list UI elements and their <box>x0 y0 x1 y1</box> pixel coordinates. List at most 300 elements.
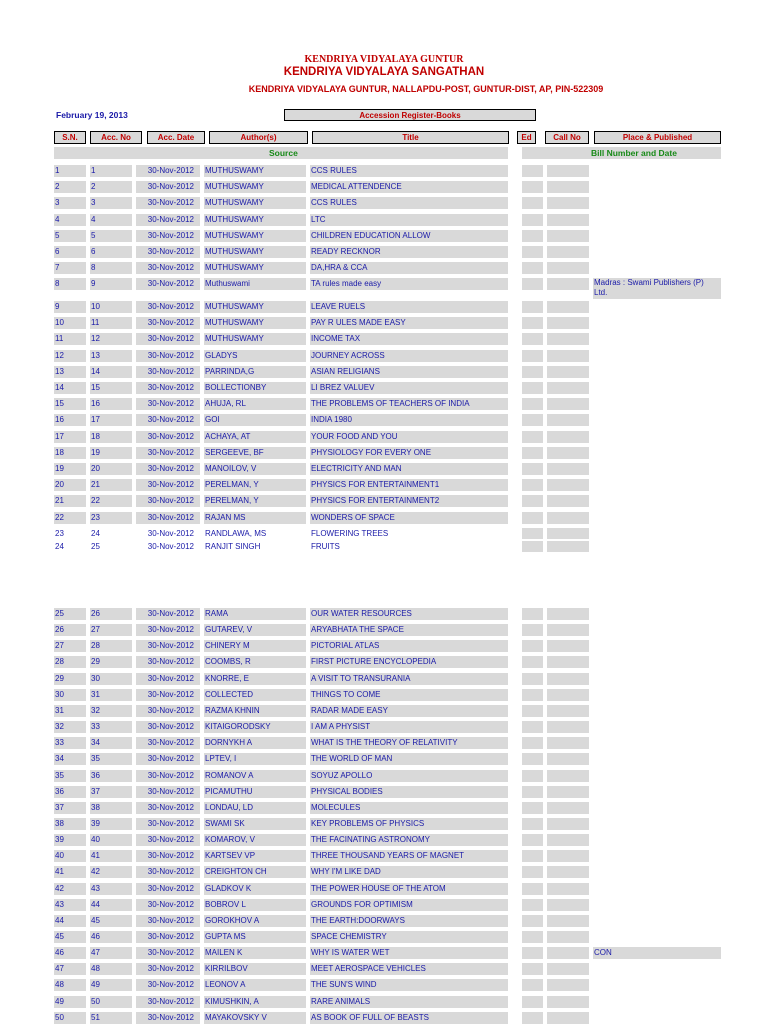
call-no-cell <box>547 753 589 765</box>
place-published-cell <box>593 689 721 701</box>
sn-cell: 40 <box>54 850 86 862</box>
acc-date-cell: 30-Nov-2012 <box>147 529 194 538</box>
sn-cell: 47 <box>54 963 86 975</box>
sn-cell: 21 <box>54 495 86 507</box>
call-no-cell <box>547 608 589 620</box>
author-cell: MAILEN K <box>204 947 306 959</box>
acc-date-cell: 30-Nov-2012 <box>136 495 200 507</box>
sn-cell: 41 <box>54 866 86 878</box>
call-no-cell <box>547 721 589 733</box>
author-cell: GLADYS <box>204 350 306 362</box>
ed-cell <box>522 979 543 991</box>
place-published-cell <box>593 262 721 274</box>
place-published-cell <box>593 963 721 975</box>
call-no-cell <box>547 301 589 313</box>
ed-cell <box>522 624 543 636</box>
sn-cell: 46 <box>54 947 86 959</box>
acc-date-cell: 30-Nov-2012 <box>136 278 200 290</box>
ed-cell <box>522 382 543 394</box>
title-cell: WHY IS WATER WET <box>310 947 508 959</box>
call-no-cell <box>547 528 589 539</box>
author-cell: MAYAKOVSKY V <box>204 1012 306 1024</box>
acc-no-cell: 28 <box>90 640 132 652</box>
place-published-cell <box>593 915 721 927</box>
place-published-cell <box>593 512 721 524</box>
author-cell: MUTHUSWAMY <box>204 301 306 313</box>
title-cell: INCOME TAX <box>310 333 508 345</box>
title-cell: OUR WATER RESOURCES <box>310 608 508 620</box>
sn-cell: 14 <box>54 382 86 394</box>
place-published-cell <box>593 382 721 394</box>
call-no-cell <box>547 333 589 345</box>
place-line: Madras : Swami Publishers (P) <box>594 278 704 287</box>
title-cell: LTC <box>310 214 508 226</box>
sn-cell: 24 <box>55 542 64 551</box>
call-no-cell <box>547 656 589 668</box>
ed-cell <box>522 246 543 258</box>
place-published-cell <box>593 802 721 814</box>
sn-cell: 9 <box>54 301 86 313</box>
title-cell: PAY R ULES MADE EASY <box>310 317 508 329</box>
acc-date-cell: 30-Nov-2012 <box>136 317 200 329</box>
call-no-cell <box>547 382 589 394</box>
acc-no-cell: 17 <box>90 414 132 426</box>
sn-cell: 43 <box>54 899 86 911</box>
sn-cell: 30 <box>54 689 86 701</box>
call-no-cell <box>547 705 589 717</box>
author-cell: MUTHUSWAMY <box>204 197 306 209</box>
title-cell: THREE THOUSAND YEARS OF MAGNET <box>310 850 508 862</box>
acc-date-cell: 30-Nov-2012 <box>136 414 200 426</box>
title-cell: MOLECULES <box>310 802 508 814</box>
acc-date-cell: 30-Nov-2012 <box>136 947 200 959</box>
ed-cell <box>522 495 543 507</box>
title-cell: LI BREZ VALUEV <box>310 382 508 394</box>
place-published-cell <box>593 528 721 540</box>
place-published-cell <box>593 463 721 475</box>
author-cell: BOLLECTIONBY <box>204 382 306 394</box>
acc-no-cell: 9 <box>90 278 132 290</box>
author-cell: KOMAROV, V <box>204 834 306 846</box>
call-no-cell <box>547 414 589 426</box>
place-published-cell <box>593 165 721 177</box>
sn-cell: 25 <box>54 608 86 620</box>
author-cell: ROMANOV A <box>204 770 306 782</box>
sn-cell: 3 <box>54 197 86 209</box>
sn-cell: 20 <box>54 479 86 491</box>
acc-no-cell: 19 <box>90 447 132 459</box>
acc-no-cell: 51 <box>90 1012 132 1024</box>
ed-cell <box>522 866 543 878</box>
sn-cell: 12 <box>54 350 86 362</box>
place-published-cell <box>593 996 721 1008</box>
acc-date-cell: 30-Nov-2012 <box>136 333 200 345</box>
ed-cell <box>522 262 543 274</box>
ed-cell <box>522 541 543 552</box>
acc-no-cell: 47 <box>90 947 132 959</box>
ed-cell <box>522 165 543 177</box>
call-no-cell <box>547 197 589 209</box>
author-cell: SWAMI SK <box>204 818 306 830</box>
title-cell: LEAVE RUELS <box>310 301 508 313</box>
place-published-cell <box>593 770 721 782</box>
ed-cell <box>522 915 543 927</box>
ed-cell <box>522 301 543 313</box>
place-published-cell <box>593 705 721 717</box>
sn-cell: 2 <box>54 181 86 193</box>
acc-date-cell: 30-Nov-2012 <box>136 656 200 668</box>
place-published-cell <box>593 398 721 410</box>
author-cell: GOI <box>204 414 306 426</box>
sn-cell: 16 <box>54 414 86 426</box>
acc-no-cell: 31 <box>90 689 132 701</box>
ed-cell <box>522 753 543 765</box>
call-no-cell <box>547 447 589 459</box>
title-cell: THE WORLD OF MAN <box>310 753 508 765</box>
place-published-cell <box>593 673 721 685</box>
place-published-cell <box>593 931 721 943</box>
acc-date-cell: 30-Nov-2012 <box>136 197 200 209</box>
acc-no-cell: 33 <box>90 721 132 733</box>
sn-cell: 34 <box>54 753 86 765</box>
place-published-cell: CON <box>593 947 721 959</box>
author-cell: LPTEV, I <box>204 753 306 765</box>
ed-cell <box>522 850 543 862</box>
sn-cell: 36 <box>54 786 86 798</box>
sn-cell: 39 <box>54 834 86 846</box>
sn-cell: 6 <box>54 246 86 258</box>
call-no-cell <box>547 230 589 242</box>
call-no-cell <box>547 931 589 943</box>
acc-date-cell: 30-Nov-2012 <box>136 214 200 226</box>
ed-cell <box>522 770 543 782</box>
acc-no-cell: 40 <box>90 834 132 846</box>
call-no-cell <box>547 431 589 443</box>
title-cell: SPACE CHEMISTRY <box>310 931 508 943</box>
sn-cell: 10 <box>54 317 86 329</box>
title-cell: THE EARTH:DOORWAYS <box>310 915 508 927</box>
place-published-cell <box>593 541 721 553</box>
col-header-sn: S.N. <box>54 131 86 144</box>
ed-cell <box>522 689 543 701</box>
sn-cell: 11 <box>54 333 86 345</box>
title-cell: FRUITS <box>311 542 340 551</box>
col-header-authors: Author(s) <box>209 131 308 144</box>
acc-date-cell: 30-Nov-2012 <box>136 866 200 878</box>
acc-no-cell: 46 <box>90 931 132 943</box>
ed-cell <box>522 512 543 524</box>
sn-cell: 44 <box>54 915 86 927</box>
acc-date-cell: 30-Nov-2012 <box>136 834 200 846</box>
author-cell: PERELMAN, Y <box>204 495 306 507</box>
acc-date-cell: 30-Nov-2012 <box>136 463 200 475</box>
ed-cell <box>522 963 543 975</box>
title-cell: THE FACINATING ASTRONOMY <box>310 834 508 846</box>
call-no-cell <box>547 246 589 258</box>
call-no-cell <box>547 1012 589 1024</box>
acc-date-cell: 30-Nov-2012 <box>136 640 200 652</box>
call-no-cell <box>547 479 589 491</box>
acc-date-cell: 30-Nov-2012 <box>136 899 200 911</box>
acc-no-cell: 41 <box>90 850 132 862</box>
title-cell: PHYSICAL BODIES <box>310 786 508 798</box>
ed-cell <box>522 230 543 242</box>
author-cell: CHINERY M <box>204 640 306 652</box>
title-cell: MEET AEROSPACE VEHICLES <box>310 963 508 975</box>
sn-cell: 45 <box>54 931 86 943</box>
author-cell: PICAMUTHU <box>204 786 306 798</box>
sn-cell: 33 <box>54 737 86 749</box>
place-published-cell <box>593 197 721 209</box>
sn-cell: 28 <box>54 656 86 668</box>
title-cell: I AM A PHYSIST <box>310 721 508 733</box>
title-cell: GROUNDS FOR OPTIMISM <box>310 899 508 911</box>
place-published-cell <box>593 979 721 991</box>
ed-cell <box>522 181 543 193</box>
title-cell: JOURNEY ACROSS <box>310 350 508 362</box>
ed-cell <box>522 608 543 620</box>
acc-date-cell: 30-Nov-2012 <box>136 165 200 177</box>
place-published-cell <box>593 333 721 345</box>
acc-no-cell: 14 <box>90 366 132 378</box>
acc-date-cell: 30-Nov-2012 <box>136 850 200 862</box>
title-cell: DA,HRA & CCA <box>310 262 508 274</box>
title-cell: AS BOOK OF FULL OF BEASTS <box>310 1012 508 1024</box>
call-no-cell <box>547 541 589 552</box>
author-cell: GLADKOV K <box>204 883 306 895</box>
acc-no-cell: 4 <box>90 214 132 226</box>
ed-cell <box>522 1012 543 1024</box>
place-published-cell <box>593 278 721 299</box>
call-no-cell <box>547 463 589 475</box>
call-no-cell <box>547 915 589 927</box>
acc-date-cell: 30-Nov-2012 <box>136 431 200 443</box>
sn-cell: 23 <box>55 529 64 538</box>
acc-date-cell: 30-Nov-2012 <box>136 608 200 620</box>
author-cell: GUPTA MS <box>204 931 306 943</box>
call-no-cell <box>547 883 589 895</box>
ed-cell <box>522 333 543 345</box>
sn-cell: 38 <box>54 818 86 830</box>
author-cell: ACHAYA, AT <box>204 431 306 443</box>
author-cell: KIRRILBOV <box>204 963 306 975</box>
acc-no-cell: 50 <box>90 996 132 1008</box>
ed-cell <box>522 317 543 329</box>
call-no-cell <box>547 866 589 878</box>
ed-cell <box>522 528 543 539</box>
place-published-cell <box>593 737 721 749</box>
acc-no-cell: 12 <box>90 333 132 345</box>
sn-cell: 50 <box>54 1012 86 1024</box>
ed-cell <box>522 834 543 846</box>
sn-cell: 27 <box>54 640 86 652</box>
title-cell: THE SUN'S WIND <box>310 979 508 991</box>
acc-no-cell: 35 <box>90 753 132 765</box>
place-published-cell <box>593 850 721 862</box>
acc-no-cell: 32 <box>90 705 132 717</box>
call-no-cell <box>547 802 589 814</box>
author-cell: PERELMAN, Y <box>204 479 306 491</box>
call-no-cell <box>547 834 589 846</box>
sn-cell: 17 <box>54 431 86 443</box>
sangathan-title: KENDRIYA VIDYALAYA SANGATHAN <box>283 66 485 78</box>
place-published-cell <box>593 624 721 636</box>
title-cell: FLOWERING TREES <box>311 529 389 538</box>
sn-cell: 15 <box>54 398 86 410</box>
acc-date-cell: 30-Nov-2012 <box>136 883 200 895</box>
call-no-cell <box>547 350 589 362</box>
acc-no-cell: 36 <box>90 770 132 782</box>
title-cell: KEY PROBLEMS OF PHYSICS <box>310 818 508 830</box>
acc-date-cell: 30-Nov-2012 <box>136 996 200 1008</box>
acc-date-cell: 30-Nov-2012 <box>136 366 200 378</box>
place-published-cell <box>593 181 721 193</box>
title-cell: THINGS TO COME <box>310 689 508 701</box>
acc-date-cell: 30-Nov-2012 <box>136 721 200 733</box>
ed-cell <box>522 414 543 426</box>
author-cell: KARTSEV VP <box>204 850 306 862</box>
title-cell: SOYUZ APOLLO <box>310 770 508 782</box>
call-no-cell <box>547 689 589 701</box>
acc-no-cell: 5 <box>90 230 132 242</box>
place-published-cell <box>593 230 721 242</box>
acc-date-cell: 30-Nov-2012 <box>136 786 200 798</box>
author-cell: GUTAREV, V <box>204 624 306 636</box>
ed-cell <box>522 431 543 443</box>
acc-no-cell: 16 <box>90 398 132 410</box>
acc-no-cell: 29 <box>90 656 132 668</box>
title-cell: CCS RULES <box>310 197 508 209</box>
call-no-cell <box>547 512 589 524</box>
author-cell: SERGEEVE, BF <box>204 447 306 459</box>
author-cell: RANJIT SINGH <box>205 542 261 551</box>
author-cell: RAMA <box>204 608 306 620</box>
col-header-title: Title <box>312 131 509 144</box>
title-cell: MEDICAL ATTENDENCE <box>310 181 508 193</box>
ed-cell <box>522 366 543 378</box>
place-published-cell <box>593 350 721 362</box>
place-published-cell <box>593 301 721 313</box>
acc-date-cell: 30-Nov-2012 <box>136 447 200 459</box>
acc-no-cell: 44 <box>90 899 132 911</box>
author-cell: AHUJA, RL <box>204 398 306 410</box>
place-published-cell <box>593 317 721 329</box>
author-cell: COOMBS, R <box>204 656 306 668</box>
acc-no-cell: 38 <box>90 802 132 814</box>
author-cell: PARRINDA,G <box>204 366 306 378</box>
place-line: Ltd. <box>594 288 608 297</box>
acc-date-cell: 30-Nov-2012 <box>136 181 200 193</box>
call-no-cell <box>547 947 589 959</box>
sn-cell: 8 <box>54 278 86 290</box>
acc-no-cell: 37 <box>90 786 132 798</box>
acc-date-cell: 30-Nov-2012 <box>136 624 200 636</box>
acc-no-cell: 26 <box>90 608 132 620</box>
acc-no-cell: 8 <box>90 262 132 274</box>
call-no-cell <box>547 181 589 193</box>
acc-date-cell: 30-Nov-2012 <box>136 350 200 362</box>
ed-cell <box>522 931 543 943</box>
acc-no-cell: 48 <box>90 963 132 975</box>
author-cell: DORNYKH A <box>204 737 306 749</box>
call-no-cell <box>547 366 589 378</box>
title-cell: ASIAN RELIGIANS <box>310 366 508 378</box>
ed-cell <box>522 947 543 959</box>
title-cell: CHILDREN EDUCATION ALLOW <box>310 230 508 242</box>
ed-cell <box>522 656 543 668</box>
acc-date-cell: 30-Nov-2012 <box>136 1012 200 1024</box>
call-no-cell <box>547 214 589 226</box>
call-no-cell <box>547 640 589 652</box>
place-published-cell <box>593 608 721 620</box>
place-published-cell <box>593 786 721 798</box>
acc-no-cell: 24 <box>91 529 100 538</box>
acc-date-cell: 30-Nov-2012 <box>136 262 200 274</box>
place-published-cell <box>593 246 721 258</box>
author-cell: KITAIGORODSKY <box>204 721 306 733</box>
ed-cell <box>522 818 543 830</box>
acc-no-cell: 23 <box>90 512 132 524</box>
acc-no-cell: 42 <box>90 866 132 878</box>
acc-no-cell: 15 <box>90 382 132 394</box>
school-name-serif: KENDRIYA VIDYALAYA GUNTUR <box>304 54 464 65</box>
acc-no-cell: 49 <box>90 979 132 991</box>
acc-no-cell: 30 <box>90 673 132 685</box>
acc-no-cell: 27 <box>90 624 132 636</box>
acc-date-cell: 30-Nov-2012 <box>136 673 200 685</box>
sn-cell: 1 <box>54 165 86 177</box>
sn-cell: 7 <box>54 262 86 274</box>
place-published-cell <box>593 431 721 443</box>
acc-date-cell: 30-Nov-2012 <box>136 479 200 491</box>
title-cell: CCS RULES <box>310 165 508 177</box>
ed-cell <box>522 996 543 1008</box>
sn-cell: 29 <box>54 673 86 685</box>
author-cell: MANOILOV, V <box>204 463 306 475</box>
place-published-cell <box>593 447 721 459</box>
sn-cell: 22 <box>54 512 86 524</box>
title-cell: RARE ANIMALS <box>310 996 508 1008</box>
author-cell: MUTHUSWAMY <box>204 262 306 274</box>
acc-date-cell: 30-Nov-2012 <box>136 737 200 749</box>
school-address: KENDRIYA VIDYALAYA GUNTUR, NALLAPDU-POST, GUNTUR-DIST, AP, PIN-522309 <box>248 84 604 94</box>
acc-date-cell: 30-Nov-2012 <box>136 705 200 717</box>
call-no-cell <box>547 317 589 329</box>
acc-no-cell: 13 <box>90 350 132 362</box>
place-published-cell <box>593 366 721 378</box>
place-published-cell <box>593 818 721 830</box>
ed-cell <box>522 786 543 798</box>
author-cell: RAJAN MS <box>204 512 306 524</box>
title-cell: ARYABHATA THE SPACE <box>310 624 508 636</box>
author-cell: KNORRE, E <box>204 673 306 685</box>
author-cell: KIMUSHKIN, A <box>204 996 306 1008</box>
acc-date-cell: 30-Nov-2012 <box>136 979 200 991</box>
ed-cell <box>522 214 543 226</box>
author-cell: BOBROV L <box>204 899 306 911</box>
author-cell: MUTHUSWAMY <box>204 230 306 242</box>
sn-cell: 19 <box>54 463 86 475</box>
ed-cell <box>522 398 543 410</box>
author-cell: MUTHUSWAMY <box>204 181 306 193</box>
ed-cell <box>522 721 543 733</box>
col-header-acc-no: Acc. No <box>90 131 142 144</box>
sn-cell: 49 <box>54 996 86 1008</box>
acc-no-cell: 45 <box>90 915 132 927</box>
report-date: February 19, 2013 <box>56 110 128 120</box>
title-cell: WHY I'M LIKE DAD <box>310 866 508 878</box>
title-cell: THE PROBLEMS OF TEACHERS OF INDIA <box>310 398 508 410</box>
